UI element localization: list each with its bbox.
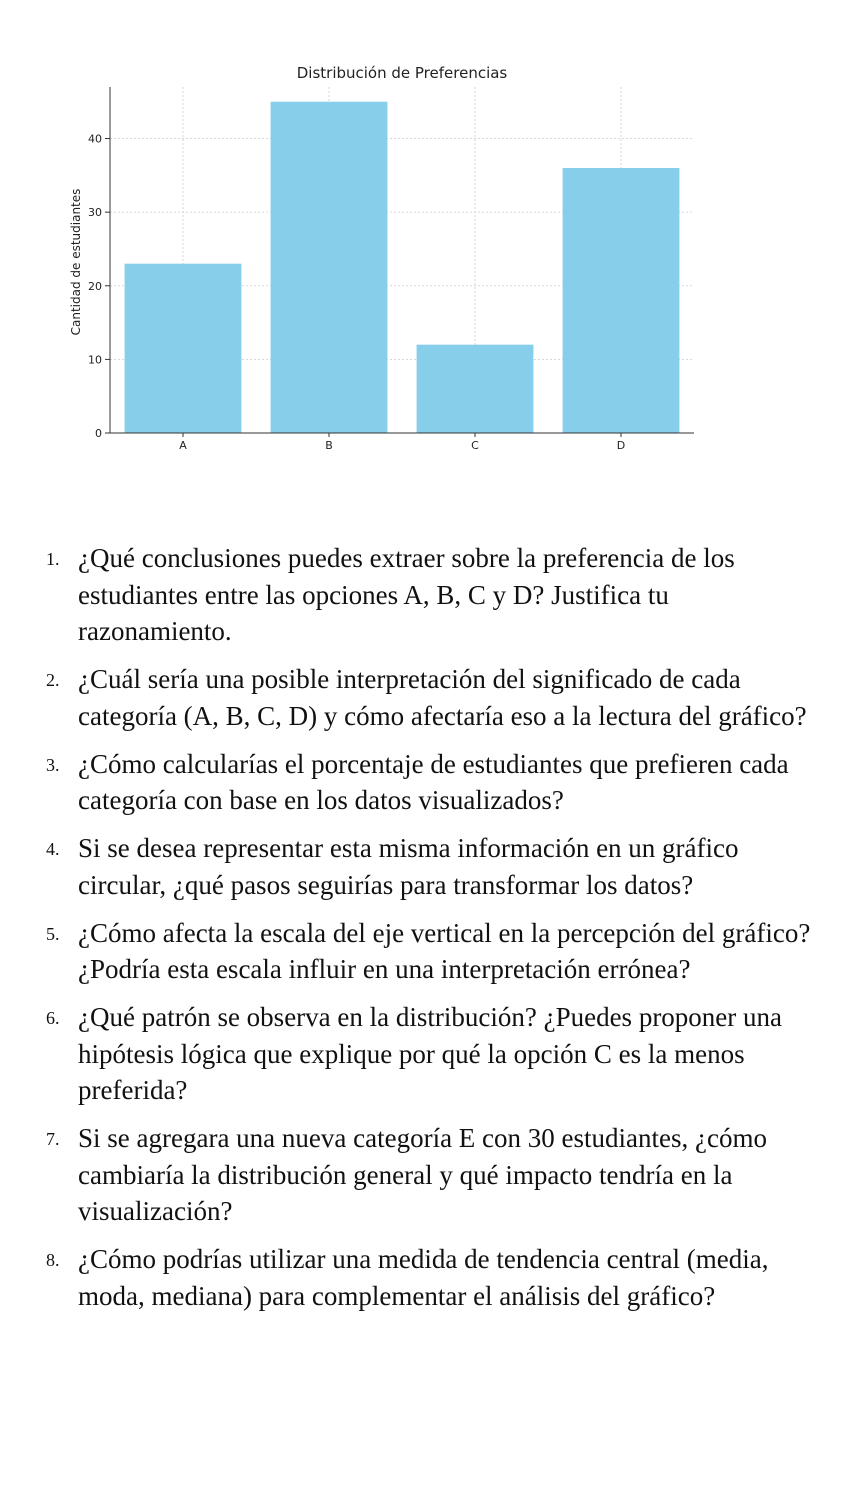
y-tick-label: 20: [88, 279, 102, 293]
question-text: Si se agregara una nueva categoría E con 30 estudiantes, ¿cómo cambiaría la distribución general y qué impacto tendría en la visualización?: [78, 1123, 767, 1226]
question-text: Si se desea representar esta misma información en un gráfico circular, ¿qué pasos seguirías para transformar los datos?: [78, 833, 739, 900]
x-tick-label: D: [616, 439, 626, 452]
question-item: [0, 540, 843, 650]
x-tick-label: C: [471, 439, 479, 452]
question-list: [0, 540, 843, 1326]
question-text: ¿Qué patrón se observa en la distribución? ¿Puedes proponer una hipótesis lógica que explique por qué la opción C es la menos preferida?: [78, 1002, 783, 1105]
question-number: 6.: [46, 1008, 60, 1028]
question-text: ¿Cómo calcularías el porcentaje de estudiantes que prefieren cada categoría con base en los datos visualizados?: [78, 748, 789, 815]
y-tick-label: 0: [95, 427, 102, 440]
question-number: 2.: [46, 670, 60, 690]
question-text: ¿Qué conclusiones puedes extraer sobre la preferencia de los estudiantes entre las opciones A, B, C y D? Justifica tu razonamiento.: [78, 543, 735, 646]
question-item: [0, 746, 843, 819]
x-tick-label: B: [325, 439, 333, 452]
y-axis-label: Cantidad de estudiantes: [69, 188, 83, 336]
question-text: ¿Cómo podrías utilizar una medida de tendencia central (media, moda, mediana) para complementar el análisis del gráfico?: [78, 1244, 769, 1311]
y-tick-label: 40: [88, 132, 102, 146]
chart-title: Distribución de Preferencias: [296, 64, 508, 82]
x-tick-label: A: [179, 439, 187, 452]
question-number: 7.: [46, 1129, 60, 1149]
question-text: ¿Cuál sería una posible interpretación del significado de cada categoría (A, B, C, D) y cómo afectaría eso a la lectura del gráfico?: [78, 664, 807, 731]
question-number: 8.: [46, 1250, 60, 1270]
bar-d: [563, 168, 680, 433]
bar-chart: [0, 0, 843, 480]
question-text: ¿Cómo afecta la escala del eje vertical en la percepción del gráfico? ¿Podría esta escala influir en una interpretación errónea?: [78, 917, 811, 984]
question-number: 3.: [46, 754, 60, 775]
question-item: [0, 830, 843, 903]
question-item: [0, 1241, 843, 1314]
question-item: [0, 999, 843, 1109]
question-item: [0, 915, 843, 988]
y-tick-label: 10: [88, 353, 102, 367]
question-item: [0, 661, 843, 734]
bar-b: [271, 102, 388, 433]
question-number: 5.: [46, 923, 60, 944]
question-item: [0, 1120, 843, 1230]
bar-a: [125, 264, 242, 433]
question-number: 4.: [46, 839, 60, 859]
bar-c: [417, 345, 534, 433]
chart-canvas: [0, 0, 843, 480]
bars: [125, 102, 680, 433]
question-number: 1.: [46, 549, 60, 569]
y-tick-label: 30: [88, 206, 102, 220]
